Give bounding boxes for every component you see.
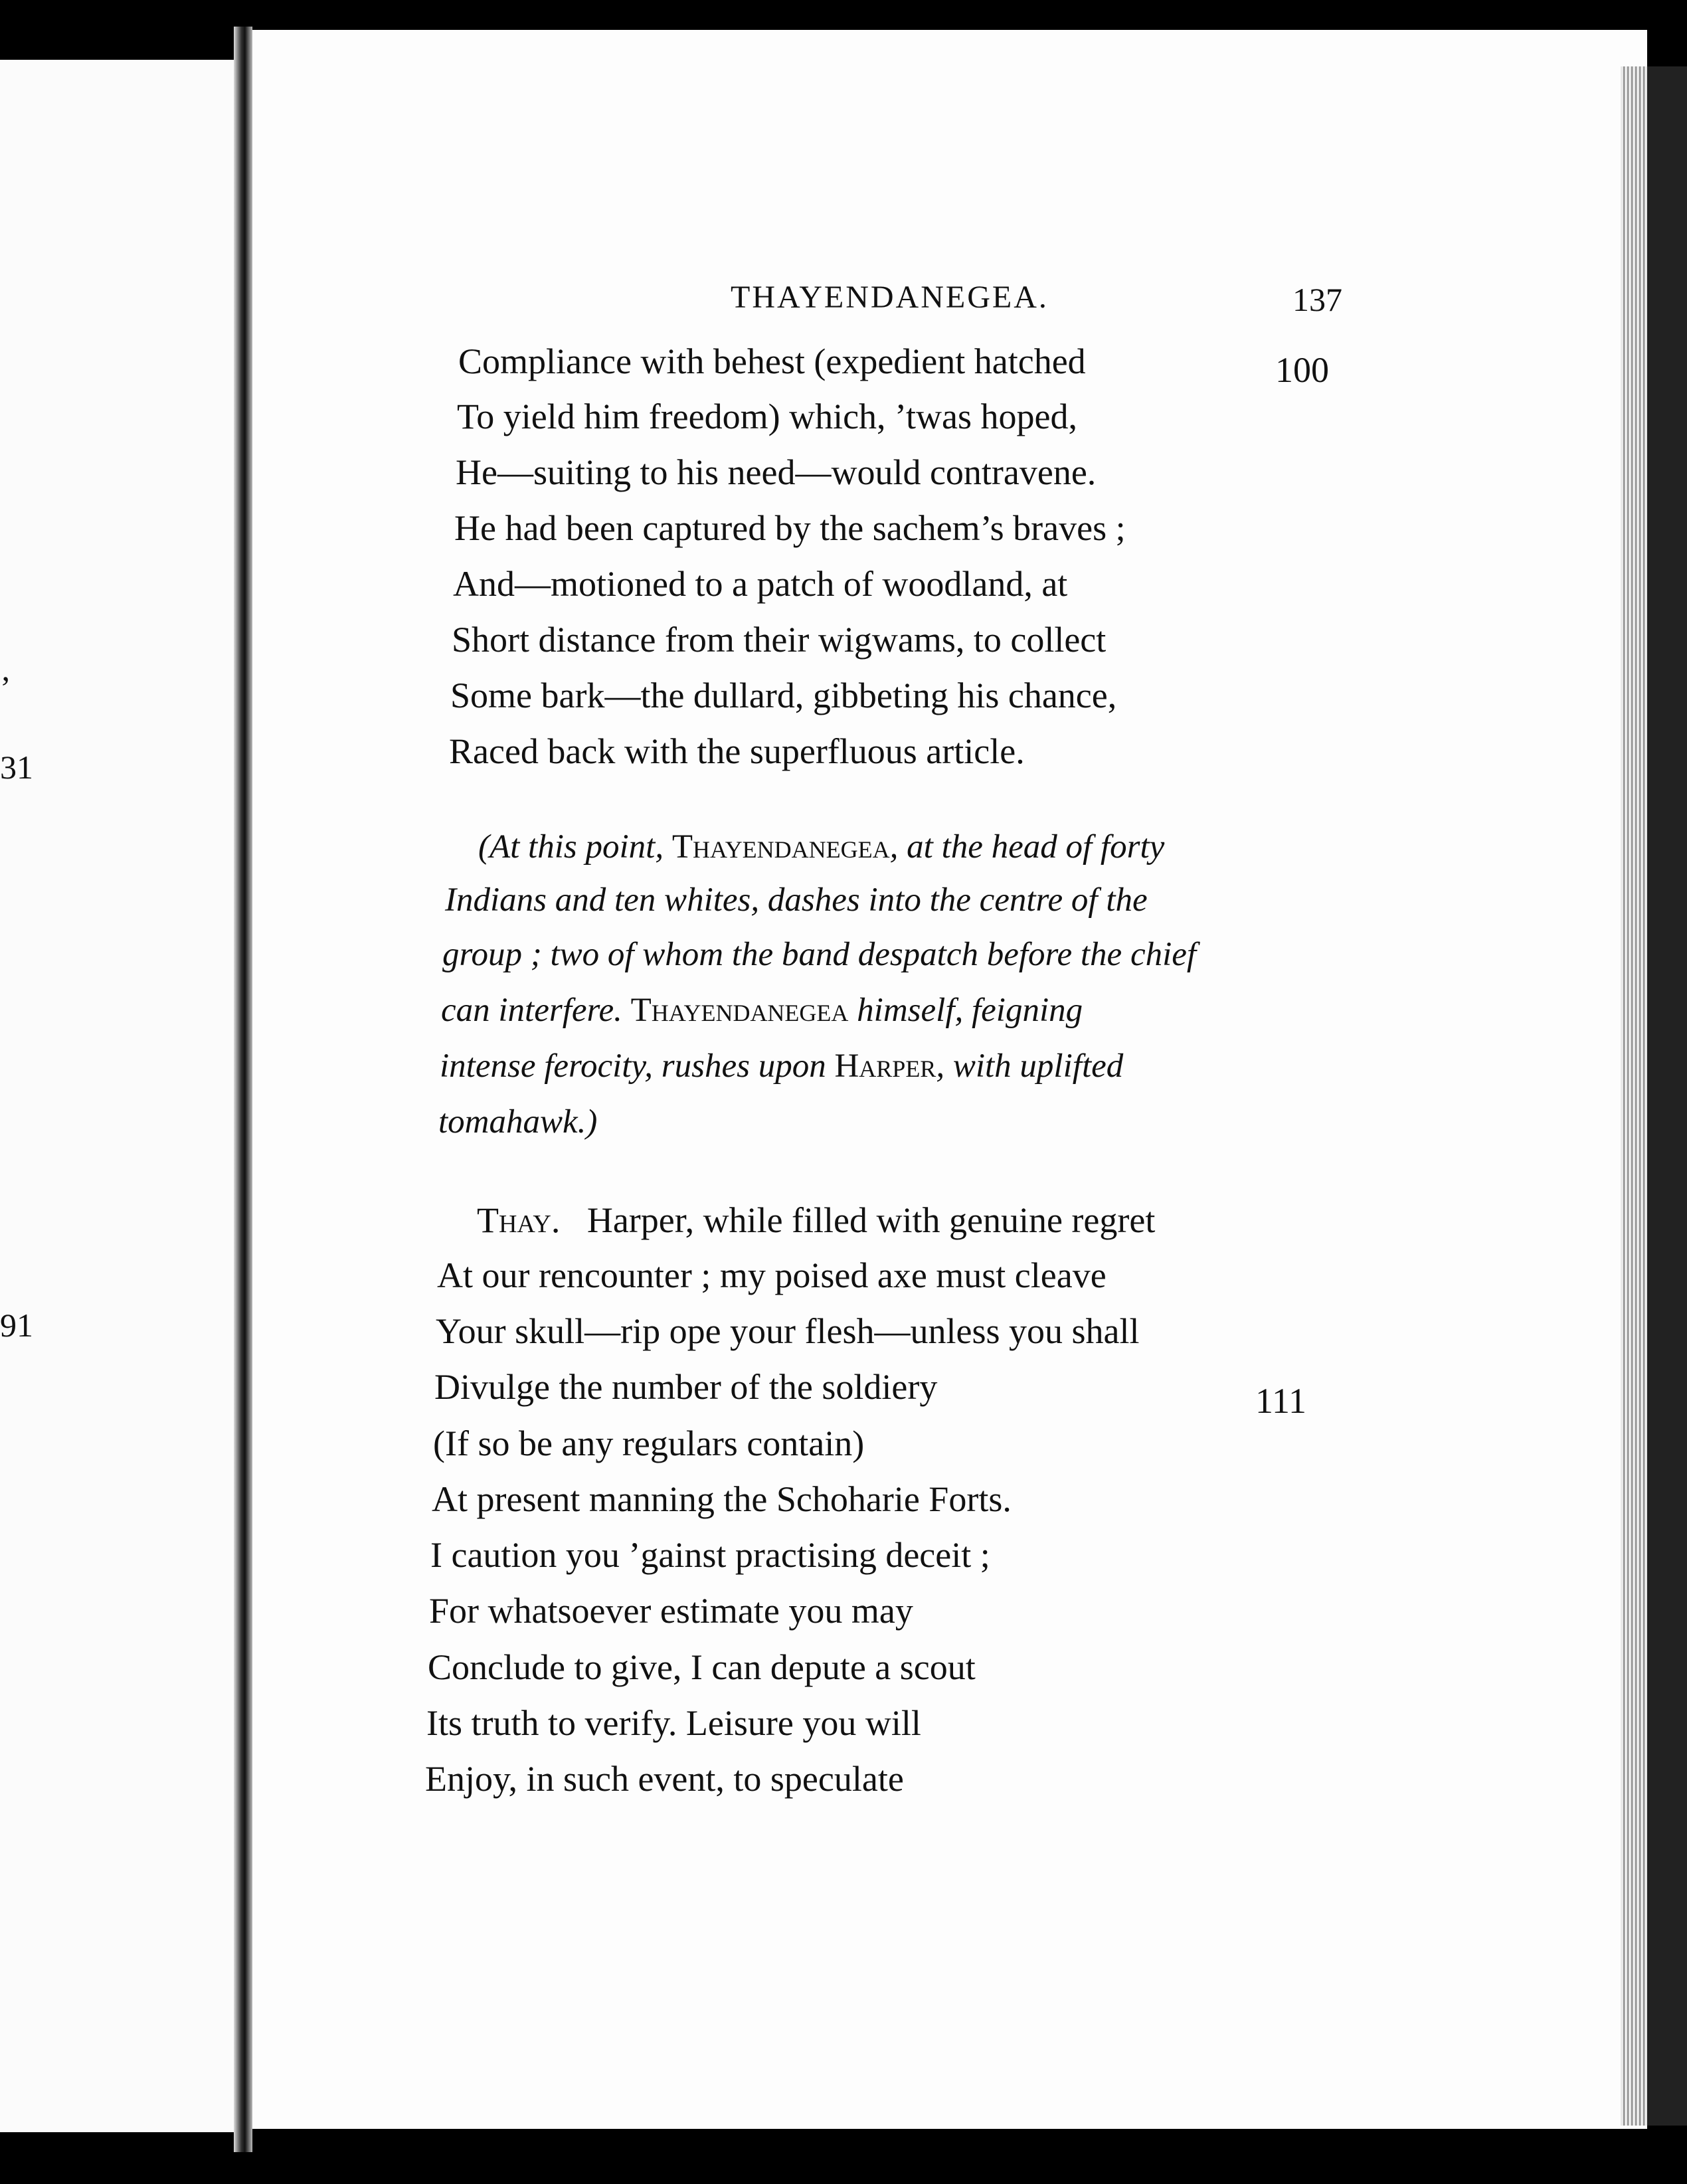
left-page-fragment: 31	[0, 749, 33, 786]
character-name: Thayendanegea	[671, 828, 890, 865]
verse-line: Divulge the number of the soldiery	[434, 1367, 938, 1407]
stage-text: (At this point,	[478, 828, 672, 865]
book-gutter	[234, 27, 252, 2152]
page-number: 137	[1292, 281, 1342, 318]
verse-line: (If so be any regulars contain)	[433, 1423, 865, 1463]
verse-line: He had been captured by the sachem’s braves ;	[454, 508, 1126, 548]
verse-line: Its truth to verify. Leisure you will	[426, 1703, 921, 1743]
stage-text: , at the head of forty	[889, 828, 1165, 865]
stage-text: himself, feigning	[848, 992, 1083, 1029]
verse-text: Harper, while filled with genuine regret	[586, 1200, 1156, 1240]
left-page-fragment: 91	[0, 1307, 33, 1344]
stage-direction-line	[478, 830, 1164, 864]
verse-line: To yield him freedom) which, ’twas hoped,	[457, 397, 1078, 436]
stage-direction-line	[440, 1049, 1123, 1083]
line-number: 100	[1275, 350, 1329, 390]
verse-line: At present manning the Schoharie Forts.	[432, 1479, 1012, 1519]
character-name: Harper	[834, 1047, 936, 1085]
verse-line: Your skull—rip ope your flesh—unless you shall	[436, 1311, 1140, 1351]
running-title: THAYENDANEGEA.	[731, 280, 1049, 315]
left-page-fragment: ’	[0, 669, 11, 706]
left-page	[0, 60, 246, 2132]
character-name: Thayendanegea	[630, 992, 849, 1029]
verse-line: And—motioned to a patch of woodland, at	[453, 564, 1068, 604]
verse-line: For whatsoever estimate you may	[429, 1591, 913, 1631]
verse-line: At our rencounter ; my poised axe must cleave	[437, 1255, 1107, 1295]
speaker-name: Thay.	[477, 1200, 561, 1240]
verse-line: Compliance with behest (expedient hatched	[458, 341, 1086, 381]
page-edge-shadow	[1647, 66, 1687, 2126]
stage-direction-line	[441, 994, 1083, 1028]
verse-line: Enjoy, in such event, to speculate	[425, 1759, 904, 1799]
stage-text: , with uplifted	[936, 1047, 1124, 1085]
verse-line: He—suiting to his need—would contravene.	[456, 452, 1097, 492]
stage-direction-line: Indians and ten whites, dashes into the centre of the	[445, 881, 1148, 919]
verse-line: Raced back with the superfluous article.	[449, 731, 1025, 771]
stage-direction-line: tomahawk.)	[438, 1103, 598, 1140]
stage-direction-line: group ; two of whom the band despatch before the chief	[442, 936, 1197, 973]
line-number: 111	[1255, 1381, 1306, 1421]
verse-line	[477, 1202, 1155, 1238]
verse-line: Conclude to give, I can depute a scout	[428, 1647, 976, 1687]
stage-text: can interfere.	[441, 992, 631, 1029]
verse-line: Short distance from their wigwams, to collect	[452, 620, 1107, 660]
verse-line: Some bark—the dullard, gibbeting his chance,	[450, 676, 1117, 715]
stage-text: intense ferocity, rushes upon	[440, 1047, 835, 1085]
verse-line: I caution you ’gainst practising deceit ;	[430, 1535, 990, 1575]
